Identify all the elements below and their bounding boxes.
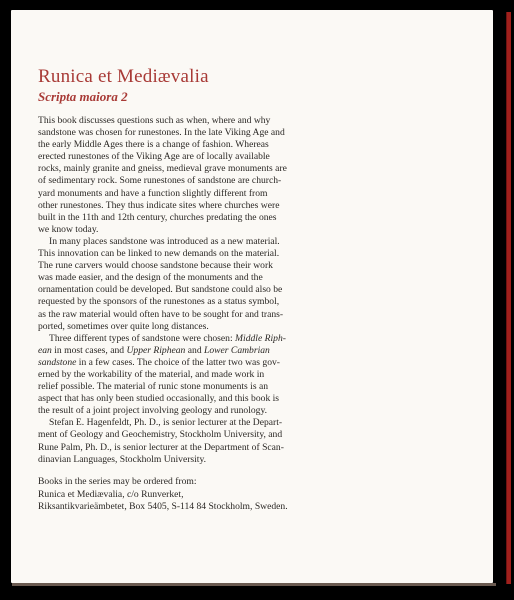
text-line: erned by the workability of the material, and made work in xyxy=(38,368,265,380)
text-line xyxy=(38,357,498,369)
text-line: yard monuments and have a function slightly different from xyxy=(38,187,268,199)
order-information xyxy=(38,476,478,514)
text-line: aspect that has only been studied occasionally, and this book is xyxy=(38,393,280,405)
text-line xyxy=(38,345,498,357)
italic-term: sandstone xyxy=(38,356,77,368)
blurb-text xyxy=(38,115,498,466)
text-line: Stefan E. Hagenfeldt, Ph. D., is senior lecturer at the Depart- xyxy=(49,417,283,429)
text-run: in a few cases. The choice of the latter two was gov- xyxy=(76,356,280,368)
text-line: ment of Geology and Geochemistry, Stockholm University, and xyxy=(38,429,283,441)
text-line: ornamentation could be developed. But sandstone could also be xyxy=(38,284,283,296)
paragraph-2 xyxy=(38,236,498,333)
order-line: Riksantikvarieämbetet, Box 5405, S-114 84 Stockholm, Sweden. xyxy=(38,501,288,513)
text-line xyxy=(38,333,498,345)
text-line: we know today. xyxy=(38,223,99,235)
italic-term: Upper Riphean xyxy=(126,344,186,356)
text-line: rocks, mainly granite and gneiss, medieval grave monuments are xyxy=(38,163,287,175)
order-line: Books in the series may be ordered from: xyxy=(38,476,197,487)
paragraph-authors xyxy=(38,417,498,465)
text-line: as the raw material would often have to be sought for and trans- xyxy=(38,308,284,320)
cover-spine-edge xyxy=(506,12,511,584)
text-line: built in the 11th and 12th century, churches predating the ones xyxy=(38,211,277,223)
series-subtitle: Scripta maiora 2 xyxy=(38,89,128,104)
order-line: Runica et Mediævalia, c/o Runverket, xyxy=(38,488,184,500)
text-line: the early Middle Ages there is a change of fashion. Whereas xyxy=(38,139,269,151)
italic-term: Lower Cambrian xyxy=(204,344,270,356)
text-run: and xyxy=(185,344,205,356)
text-line: erected runestones of the Viking Age are of locally available xyxy=(38,151,270,163)
text-line: This book discusses questions such as when, where and why xyxy=(38,115,271,126)
text-line: dinavian Languages, Stockholm University. xyxy=(38,453,207,465)
text-line: the result of a joint project involving geology and runology. xyxy=(38,405,268,417)
italic-term: Middle Riph- xyxy=(235,332,286,344)
text-line: sandstone was chosen for runestones. In the late Viking Age and xyxy=(38,127,285,139)
text-line: Rune Palm, Ph. D., is senior lecturer at the Department of Scan- xyxy=(38,441,284,453)
text-line: The rune carvers would choose sandstone because their work xyxy=(38,260,273,272)
text-line: relief possible. The material of runic stone monuments is an xyxy=(38,381,269,393)
paragraph-1 xyxy=(38,115,498,236)
text-line: other runestones. They thus indicate sites where churches were xyxy=(38,199,280,211)
text-line: In many places sandstone was introduced as a new material. xyxy=(49,235,280,247)
text-line: requested by the sponsors of the runestones as a status symbol, xyxy=(38,296,280,308)
text-line: This innovation can be linked to new demands on the material. xyxy=(38,248,280,260)
text-run: in most cases, and xyxy=(51,344,127,356)
italic-term: ean xyxy=(38,344,52,356)
cover-bottom-edge xyxy=(12,583,496,586)
paragraph-3 xyxy=(38,333,498,418)
text-run: Three different types of sandstone were chosen: xyxy=(49,332,236,344)
text-line: of sedimentary rock. Some runestones of sandstone are church- xyxy=(38,175,282,187)
series-title: Runica et Mediævalia xyxy=(38,66,209,87)
text-line: was made easier, and the design of the monuments and the xyxy=(38,272,263,284)
text-line: ported, sometimes over quite long distances. xyxy=(38,320,209,332)
